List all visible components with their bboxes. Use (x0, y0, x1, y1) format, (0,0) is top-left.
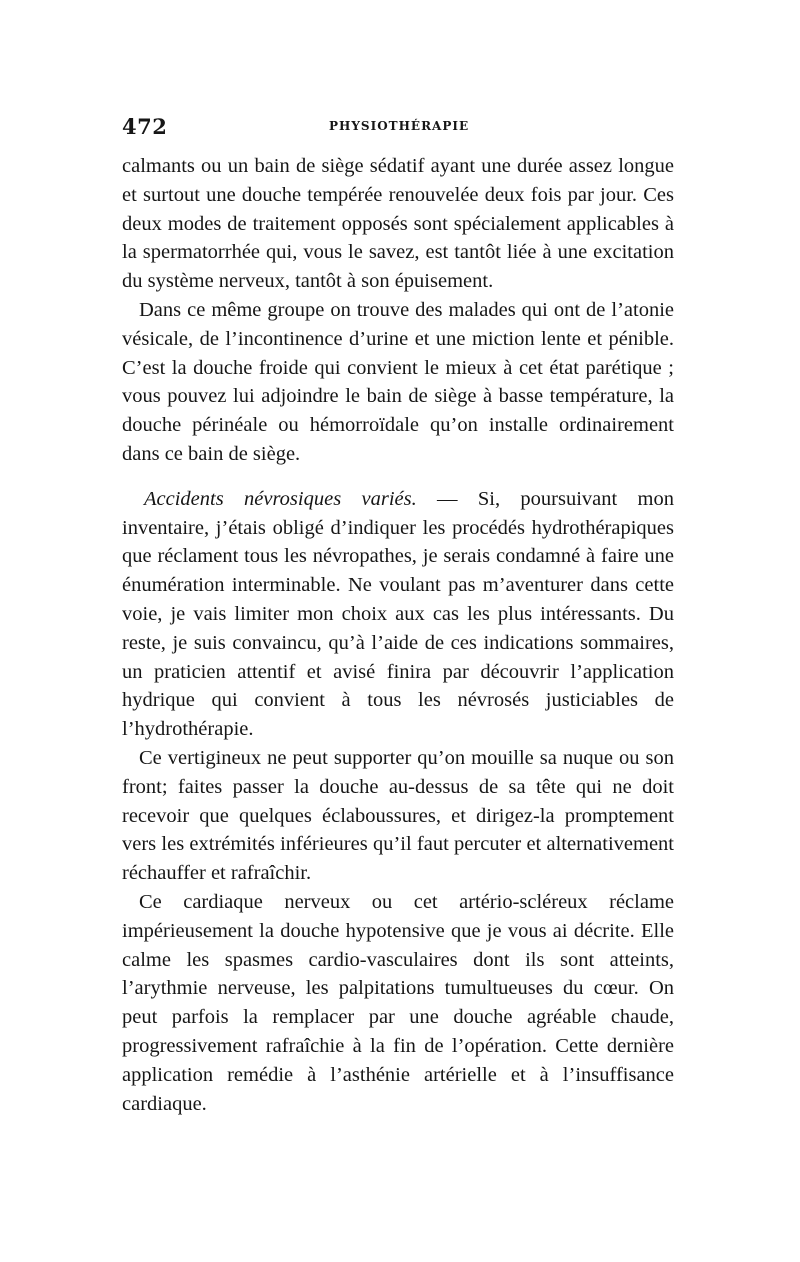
paragraph: Ce cardiaque nerveux ou cet artério-scléreux réclame impérieusement la douche hypotensive que je vous ai décrite. Elle calme les spasmes cardio-vasculaires dont ils sont atteints, l’arythmie nerveuse, les palpitations tumultueuses du cœur. On peut parfois la remplacer par une douche agréable chaude, progressivement rafraîchie à la fin de l’opération. Cette dernière application remédie à l’asthénie artérielle et à l’insuffisance cardiaque. (122, 890, 674, 1115)
page-number: 472 (122, 114, 168, 139)
paragraph: Dans ce même groupe on trouve des malades qui ont de l’atonie vésicale, de l’incontinence d’urine et une miction lente et pénible. C’est la douche froide qui convient le mieux à cet état parétique ; vous pouvez lui adjoindre le bain de siège à basse température, la douche périnéale ou hémorroïdale qu’on installe ordinairement dans ce bain de siège. (122, 298, 674, 465)
paragraph: calmants ou un bain de siège sédatif ayant une durée assez longue et surtout une douche tempérée renouvelée deux fois par jour. Ces deux modes de traitement opposés sont spécialement applicables à la spermatorrhée qui, vous le savez, est tantôt liée à une excitation du système nerveux, tantôt à son épuisement. (122, 155, 674, 293)
page-header (122, 114, 677, 138)
running-title: PHYSIOTHÉRAPIE (329, 119, 470, 133)
paragraph: Ce vertigineux ne peut supporter qu’on mouille sa nuque ou son front; faites passer la douche au-dessus de sa tête qui ne doit recevoir que quelques éclaboussures, et dirigez-la promptement vers les extrémités inférieures qu’il faut percuter et alternativement réchauffer et rafraîchir. (122, 746, 674, 885)
section-heading: Accidents névrosiques variés. (144, 487, 417, 510)
paragraph-text: — Si, poursuivant mon inventaire, j’étais obligé d’indiquer les procédés hydrothérapiques que réclament tous les névropathes, je serais condamné à faire une énumération interminable. Ne voulant pas m’aventurer dans cette voie, je vais limiter mon choix aux cas les plus intéressants. Du reste, je suis convaincu, qu’à l’aide de ces indications sommaires, un praticien attentif et avisé finira par découvrir l’application hydrique qui convient à tous les névrosés justiciables de l’hydrothérapie. (122, 487, 674, 741)
body-text (122, 152, 674, 1118)
section-paragraph (122, 485, 674, 744)
